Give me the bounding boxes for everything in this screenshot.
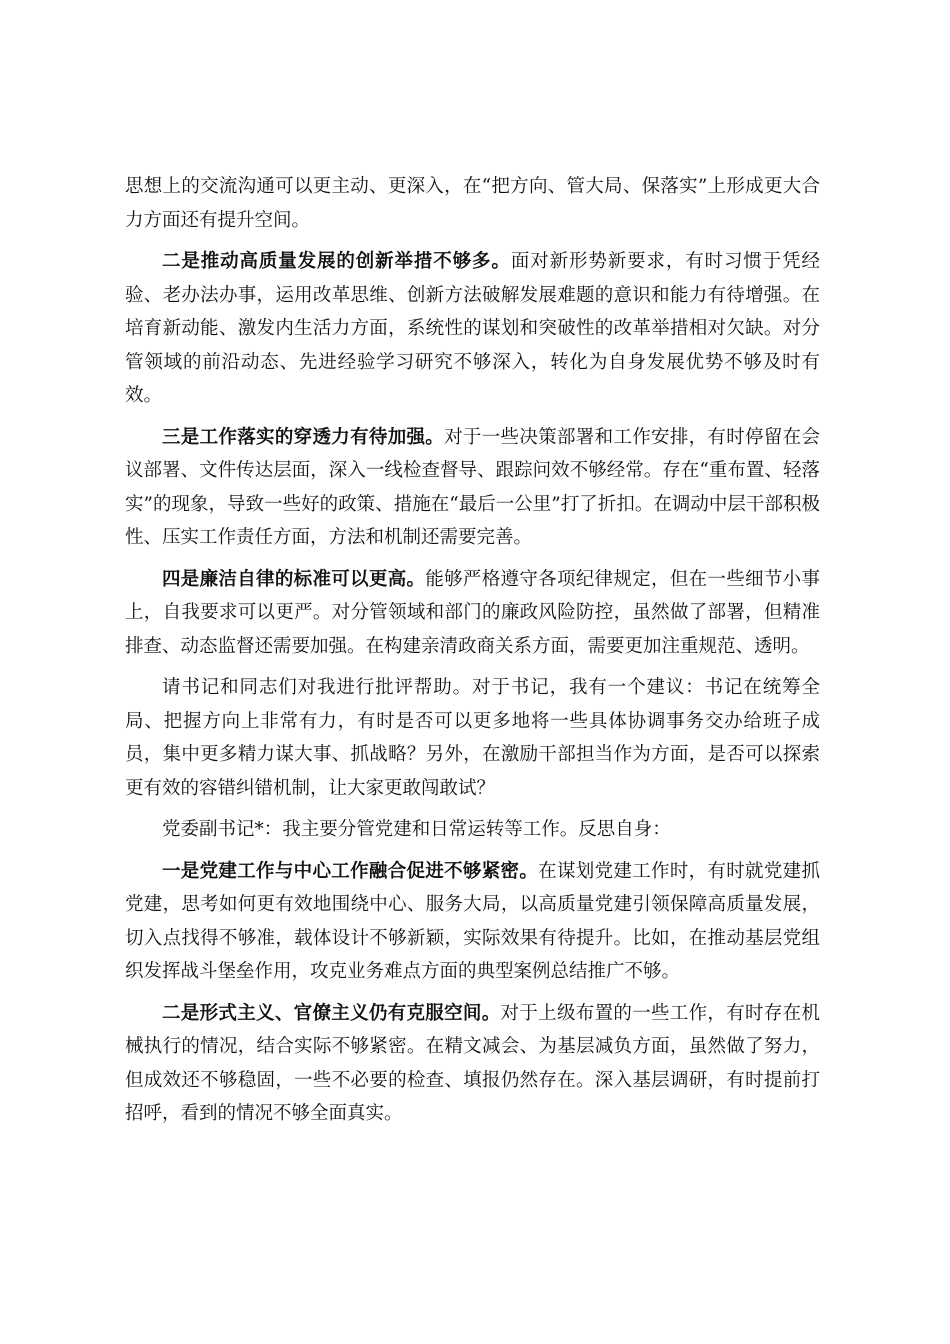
paragraph-heading: 一是党建工作与中心工作融合促进不够紧密。 <box>162 860 539 882</box>
paragraph-implementation <box>125 421 820 555</box>
paragraph-innovation <box>125 245 820 413</box>
paragraph-party-building <box>125 855 820 989</box>
paragraph-deputy-secretary <box>125 813 820 847</box>
paragraph-text: 请书记和同志们对我进行批评帮助。对于书记，我有一个建议：书记在统筹全局、把握方向上非常有力，有时是否可以更多地将一些具体协调事务交办给班子成员，集中更多精力谋大事、抓战略？另外，在激励干部担当作为方面，是否可以探索更有效的容错纠错机制，让大家更敢闯敢试？ <box>125 677 820 799</box>
paragraph-heading: 二是推动高质量发展的创新举措不够多。 <box>162 251 511 272</box>
paragraph-text: 党委副书记*：我主要分管党建和日常运转等工作。反思自身： <box>162 819 671 840</box>
paragraph-text: 对于一些决策部署和工作安排，有时停留在会议部署、文件传达层面，深入一线检查督导、跟踪问效不够经常。存在“重布置、轻落实”的现象，导致一些好的政策、措施在“最后一公里”打了折扣。在调动中层干部积极性、压实工作责任方面，方法和机制还需要完善。 <box>125 426 820 548</box>
paragraph-heading: 三是工作落实的穿透力有待加强。 <box>162 426 445 448</box>
paragraph-text: 面对新形势新要求，有时习惯于凭经验、老办法办事，运用改革思维、创新方法破解发展难题的意识和能力有待增强。在培育新动能、激发内生活力方面，系统性的谋划和突破性的改革举措相对欠缺。对分管领域的前沿动态、先进经验学习研究不够深入，转化为自身发展优势不够及时有效。 <box>125 251 820 406</box>
paragraph-suggestion <box>125 671 820 805</box>
paragraph-heading: 二是形式主义、官僚主义仍有克服空间。 <box>162 1002 501 1024</box>
paragraph-heading: 四是廉洁自律的标准可以更高。 <box>162 568 426 590</box>
paragraph-text: 对于上级布置的一些工作，有时存在机械执行的情况，结合实际不够紧密。在精文减会、为基层减负方面，虽然做了努力，但成效还不够稳固，一些不必要的检查、填报仍然存在。深入基层调研，有时提前打招呼，看到的情况不够全面真实。 <box>125 1002 820 1124</box>
paragraph-text: 在谋划党建工作时，有时就党建抓党建，思考如何更有效地围绕中心、服务大局，以高质量党建引领保障高质量发展，切入点找得不够准，载体设计不够新颖，实际效果有待提升。比如，在推动基层党组织发挥战斗堡垒作用，攻克业务难点方面的典型案例总结推广不够。 <box>125 860 820 982</box>
paragraph-continuation <box>125 170 820 237</box>
paragraph-integrity <box>125 563 820 664</box>
paragraph-text: 能够严格遵守各项纪律规定，但在一些细节小事上，自我要求可以更严。对分管领域和部门的廉政风险防控，虽然做了部署，但精准排查、动态监督还需要加强。在构建亲清政商关系方面，需要更加注重规范、透明。 <box>125 568 820 657</box>
paragraph-formalism <box>125 997 820 1131</box>
paragraph-text: 思想上的交流沟通可以更主动、更深入，在“把方向、管大局、保落实”上形成更大合力方面还有提升空间。 <box>125 176 820 231</box>
document-body <box>125 170 820 1139</box>
